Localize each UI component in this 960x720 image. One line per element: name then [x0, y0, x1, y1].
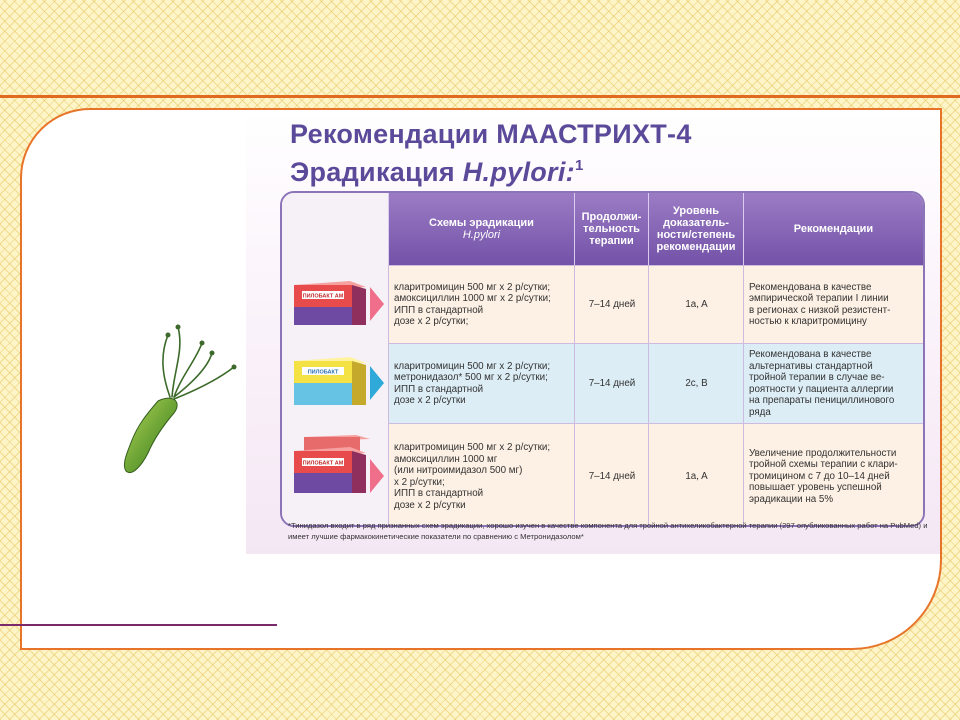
medicine-box-icon [290, 277, 368, 329]
cell-level: 1a, A [648, 424, 743, 527]
header-recommendations: Рекомендации [743, 193, 923, 265]
cell-scheme: кларитромицин 500 мг х 2 р/сутки; метронидазол* 500 мг х 2 р/сутки; ИПП в стандартной дозе х 2 р/сутки [388, 344, 574, 423]
slide-content [246, 111, 940, 554]
cell-duration: 7–14 дней [574, 424, 648, 527]
title-line-2 [290, 150, 692, 188]
title-line-1: Рекомендации МААСТРИХТ-4 [290, 119, 692, 149]
cell-duration: 7–14 дней [574, 344, 648, 423]
package-label: ПИЛОБАКТ АМ [302, 293, 344, 300]
medicine-box-icon [290, 353, 368, 409]
cell-recommendation: Рекомендована в качестве эмпирической терапии I линии в регионах с низкой резистент- ностью к кларитромицину [743, 266, 923, 343]
header-duration: Продолжи- тельность терапии [574, 193, 648, 265]
row-arrow-pink [370, 287, 384, 321]
page-title [290, 119, 692, 188]
table-row [388, 423, 923, 527]
header-schemes-label: Схемы эрадикации [429, 217, 534, 229]
eradication-table [280, 191, 925, 527]
table-row [388, 265, 923, 343]
cell-level: 2c, B [648, 344, 743, 423]
header-schemes-sub: H.pylori [462, 229, 501, 241]
package-label: ПИЛОБАКТ АМ [302, 460, 344, 467]
header-level: Уровень доказатель- ности/степень рекомендации [648, 193, 743, 265]
header-schemes [388, 193, 574, 265]
cell-scheme: кларитромицин 500 мг х 2 р/сутки; амоксициллин 1000 мг х 2 р/сутки; ИПП в стандартной дозе х 2 р/сутки; [388, 266, 574, 343]
footnote: *Тинидазол входит в ряд признанных схем эрадикации, хорошо изучен в качестве компонента для тройной антихеликобактерной терапии (297 опубликованных работ на PubMed) и имеет лучшие фармакокинетические показатели по сравнению с Метронидазолом* [288, 521, 928, 541]
cell-recommendation: Рекомендована в качестве альтернативы стандартной тройной терапии в случае ве- роятности у пациента аллергии на препараты пенициллинового ряда [743, 344, 923, 423]
cell-recommendation: Увеличение продолжительности тройной схемы терапии с клари- тромицином с 7 до 10–14 дней повышает уровень успешной эрадикации на 5% [743, 424, 923, 527]
medicine-box-icon [290, 433, 374, 499]
table-row [388, 343, 923, 423]
helicobacter-pylori-icon [112, 305, 252, 485]
title-footnote-ref: 1 [574, 157, 584, 174]
bottom-accent-line [0, 624, 277, 626]
frame-top-line [0, 95, 960, 98]
cell-level: 1a, A [648, 266, 743, 343]
title-italic: H.pylori: [462, 157, 575, 187]
cell-scheme: кларитромицин 500 мг х 2 р/сутки; амоксициллин 1000 мг (или нитроимидазол 500 мг) х 2 р/сутки; ИПП в стандартной дозе х 2 р/сутки [388, 424, 574, 527]
cell-duration: 7–14 дней [574, 266, 648, 343]
title-line-2-prefix: Эрадикация [290, 157, 463, 187]
row-arrow-blue [370, 366, 384, 400]
package-label: ПИЛОБАКТ [307, 369, 339, 376]
